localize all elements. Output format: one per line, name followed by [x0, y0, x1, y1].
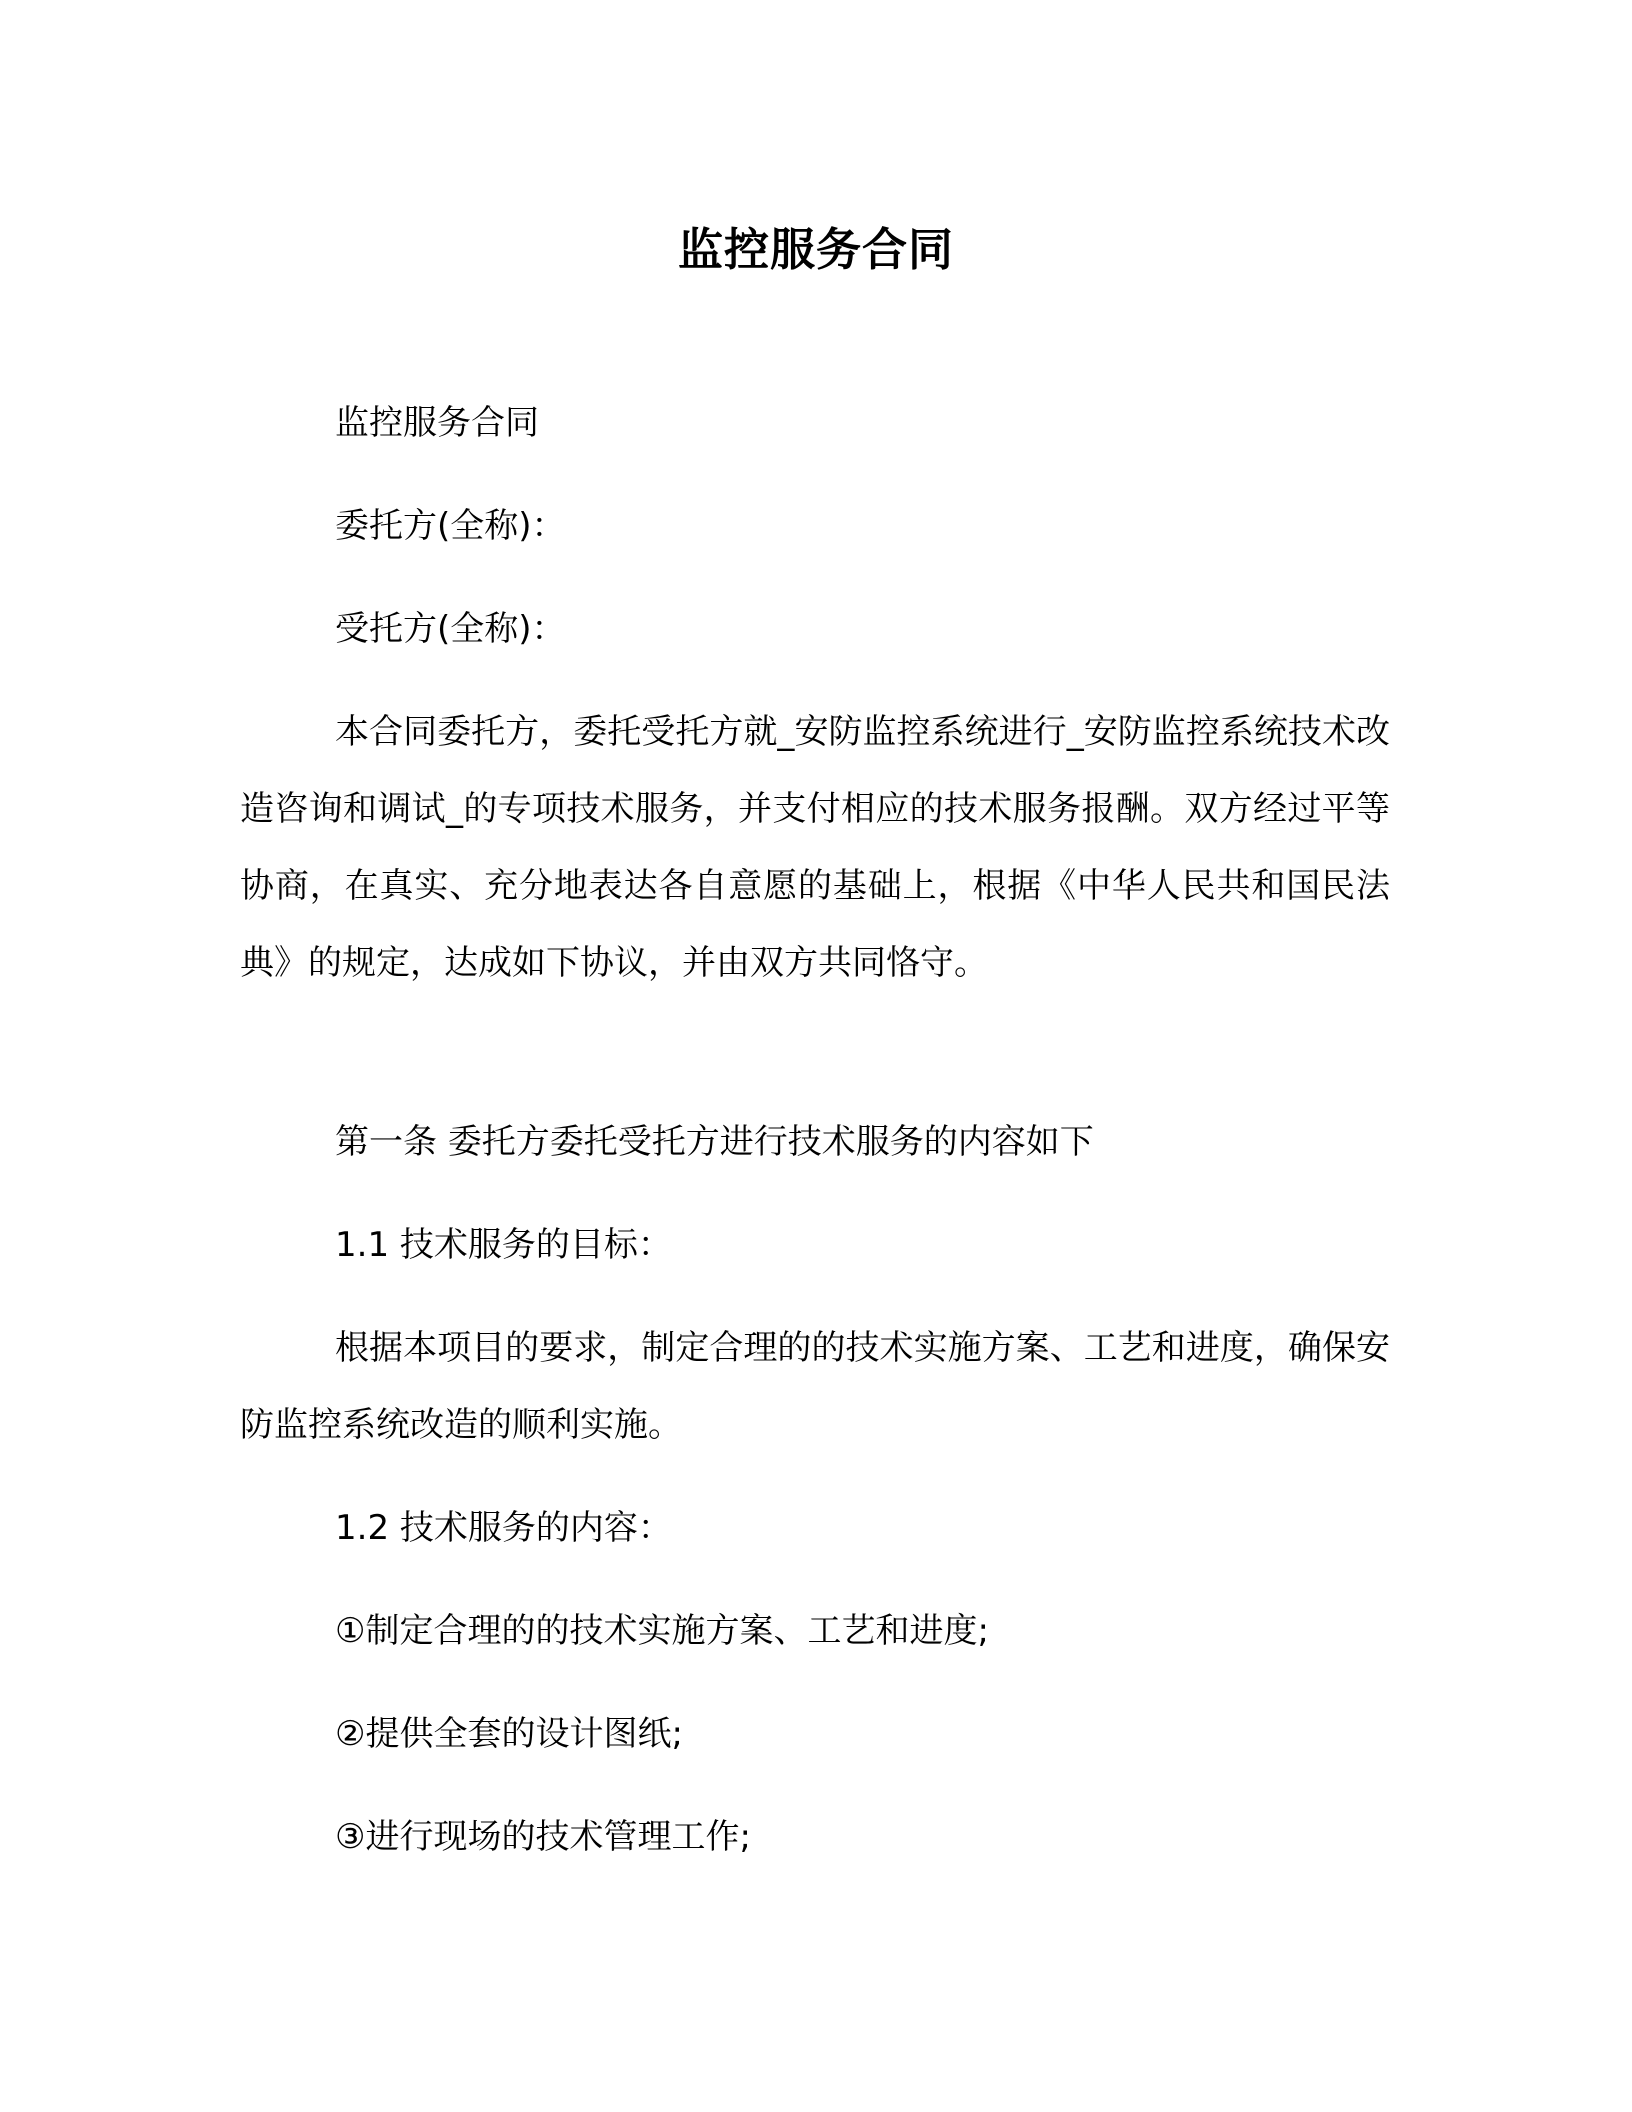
list-item-3: ③进行现场的技术管理工作;	[335, 1817, 751, 1857]
paragraph-article-1: 第一条 委托方委托受托方进行技术服务的内容如下	[335, 1122, 1094, 1162]
paragraph-objective: 根据本项目的要求，制定合理的的技术实施方案、工艺和进度，确保安防监控系统改造的顺利实施。	[240, 1328, 1390, 1445]
list-item-1: ①制定合理的的技术实施方案、工艺和进度;	[335, 1611, 989, 1651]
paragraph-client: 委托方(全称)：	[335, 506, 566, 546]
document-title: 监控服务合同	[677, 223, 954, 276]
paragraph-subtitle: 监控服务合同	[335, 403, 539, 443]
list-item-2: ②提供全套的设计图纸;	[335, 1714, 683, 1754]
paragraph-preamble: 本合同委托方，委托受托方就_安防监控系统进行_安防监控系统技术改造咨询和调试_的专项技术服务，并支付相应的技术服务报酬。双方经过平等协商，在真实、充分地表达各自意愿的基础上，根据《中华人民共和国民法典》的规定，达成如下协议，并由双方共同恪守。	[240, 712, 1390, 983]
paragraph-section-1-2: 1.2 技术服务的内容：	[335, 1508, 672, 1548]
paragraph-section-1-1: 1.1 技术服务的目标：	[335, 1225, 672, 1265]
paragraph-contractor: 受托方(全称)：	[335, 609, 566, 649]
